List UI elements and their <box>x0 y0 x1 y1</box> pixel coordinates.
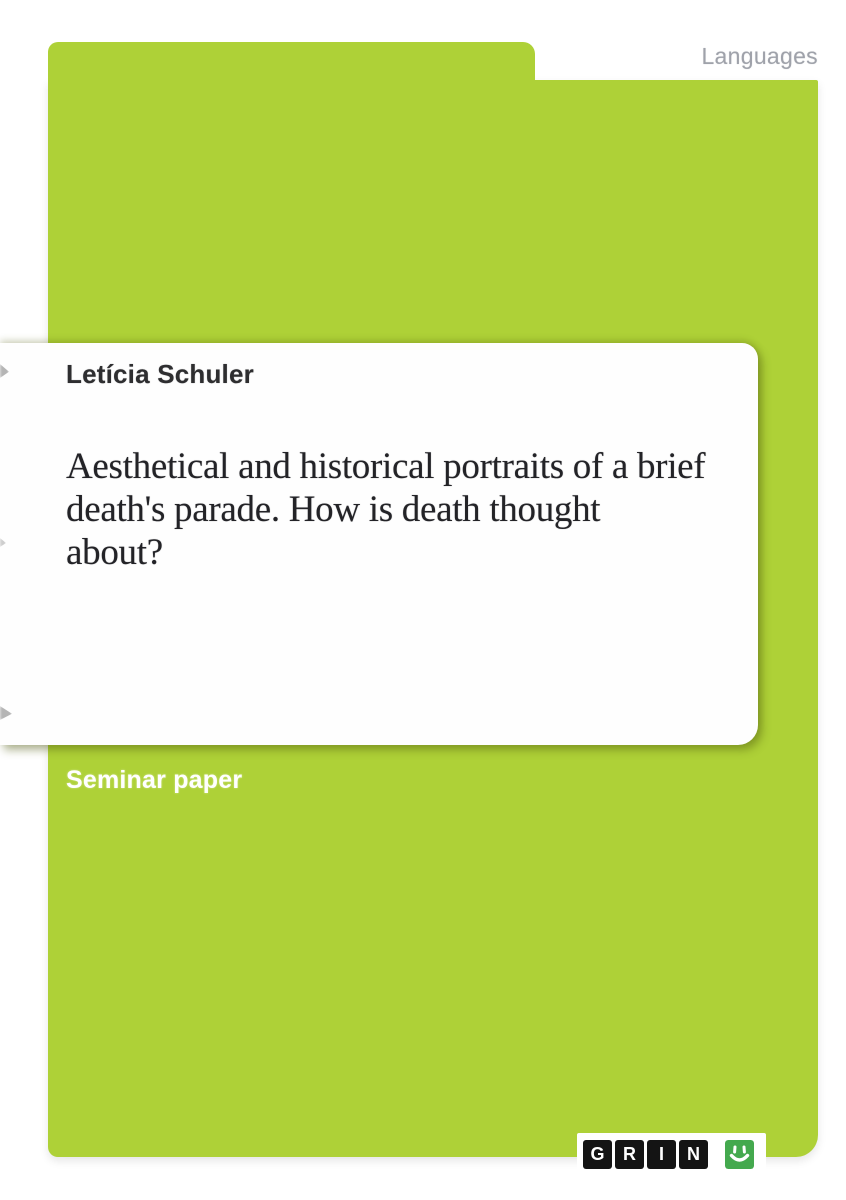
book-title-line: about? <box>66 532 163 573</box>
book-title-line: death's parade. How is death thought <box>66 489 601 530</box>
book-title <box>66 445 756 574</box>
document-type-label: Seminar paper <box>66 766 243 794</box>
logo-letter-n: N <box>679 1140 708 1169</box>
category-label: Languages <box>701 43 818 69</box>
logo-letter-r: R <box>615 1140 644 1169</box>
cover-top-tab <box>48 42 535 84</box>
logo-letter-i: I <box>647 1140 676 1169</box>
author-name: Letícia Schuler <box>66 359 254 389</box>
grin-logo <box>577 1133 766 1175</box>
grin-smiley-icon <box>725 1140 754 1169</box>
book-title-line: Aesthetical and historical portraits of a brief <box>66 446 706 487</box>
logo-letter-g: G <box>583 1140 612 1169</box>
title-card <box>0 343 758 745</box>
